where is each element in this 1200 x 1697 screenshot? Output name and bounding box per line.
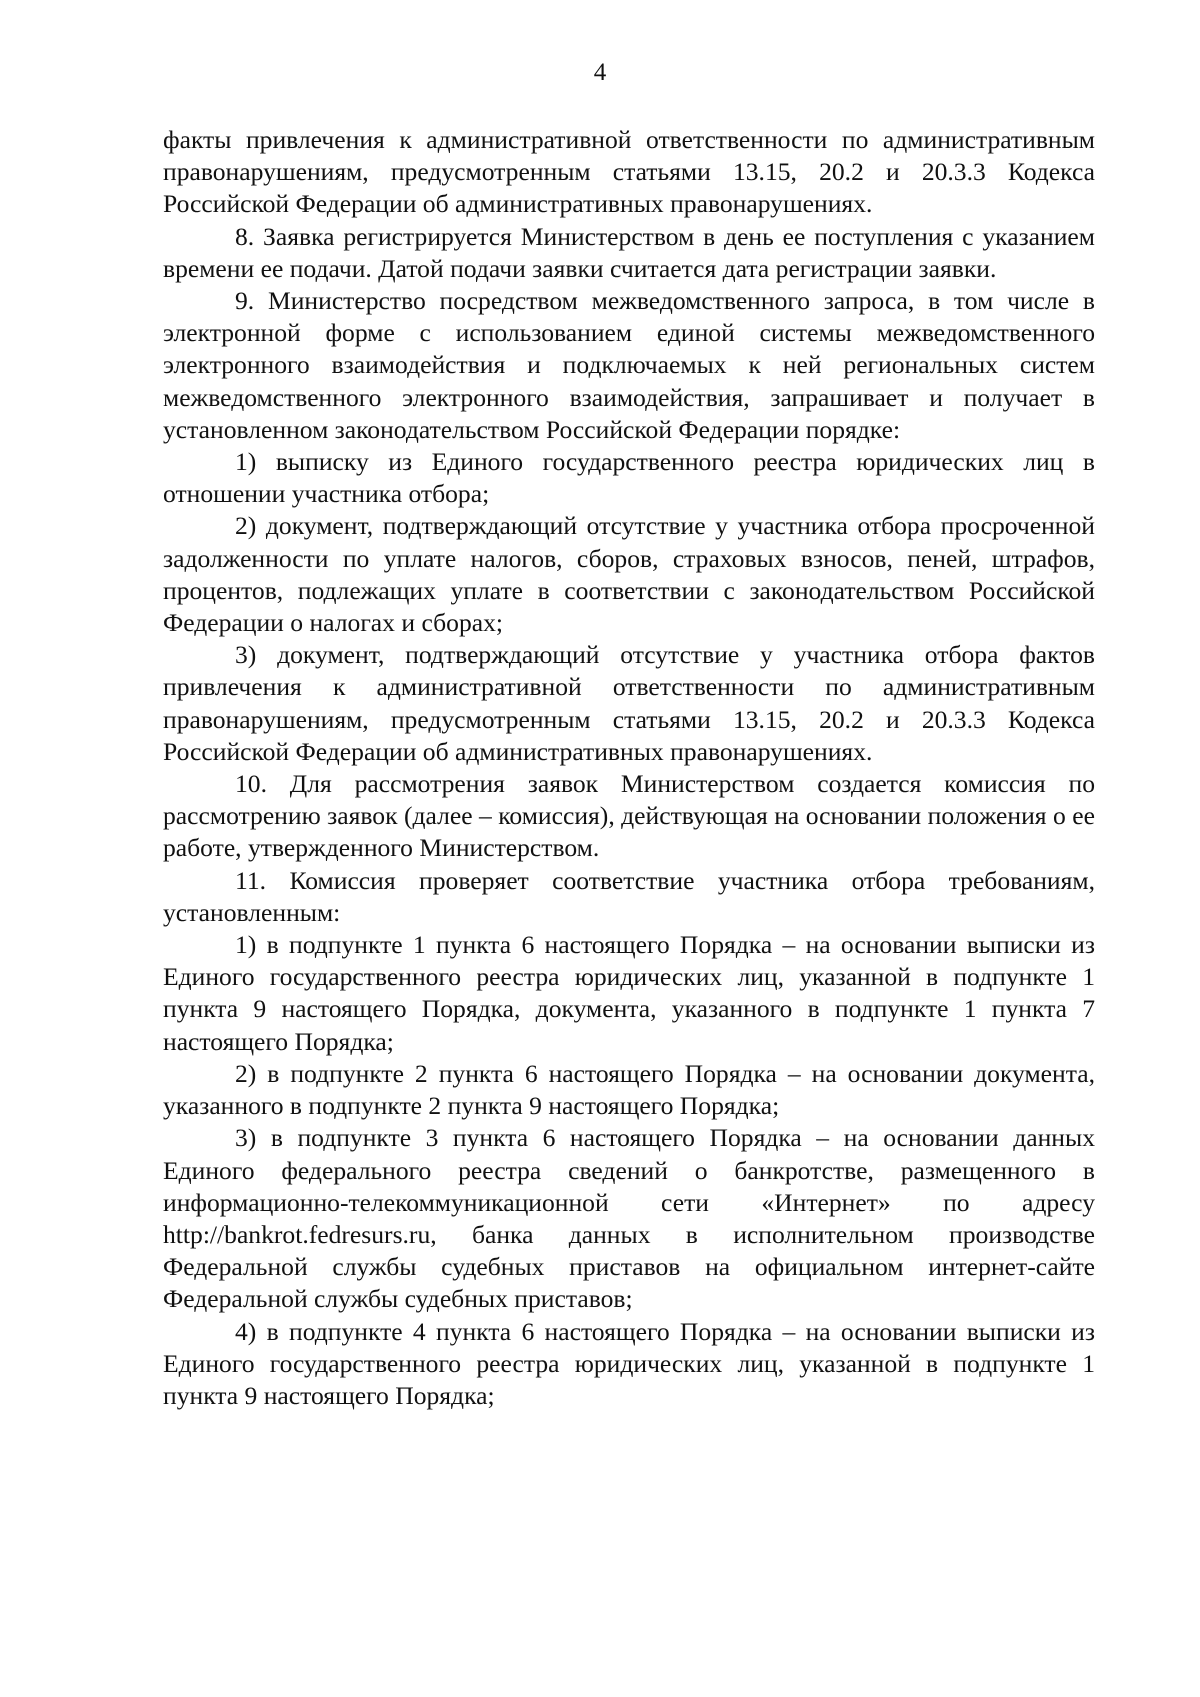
list-item-9-2: 2) документ, подтверждающий отсутствие у участника отбора просроченной задолженности по уплате налогов, сборов, страховых взносов, пеней, штрафов, процентов, подлежащих уплате в соответствии с законодательством Российской Федерации о налогах и сборах; — [163, 511, 1095, 638]
paragraph-8-application-registration: 8. Заявка регистрируется Министерством в день ее поступления с указанием времени ее подачи. Датой подачи заявки считается дата регистрации заявки. — [163, 221, 1095, 283]
list-item-11-1: 1) в подпункте 1 пункта 6 настоящего Порядка – на основании выписки из Единого государственного реестра юридических лиц, указанной в подпункте 1 пункта 9 настоящего Порядка, документа, указанного в подпункте 1 пункта 7 настоящего Порядка; — [163, 930, 1095, 1056]
paragraph-11-compliance-check: 11. Комиссия проверяет соответствие участника отбора требованиям, установленным: — [163, 865, 1095, 927]
paragraph-9-interagency-request: 9. Министерство посредством межведомственного запроса, в том числе в электронной форме с использованием единой системы межведомственного электронного взаимодействия и подключаемых к ней региональных систем межведомственного электронного взаимодействия, запрашивает и получает в установленном законодательством Российской Федерации порядке: — [163, 286, 1095, 444]
document-body — [163, 124, 1095, 1412]
paragraph-10-commission: 10. Для рассмотрения заявок Министерством создается комиссия по рассмотрению заявок (далее – комиссия), действующая на основании положения о ее работе, утвержденного Министерством. — [163, 769, 1095, 863]
paragraph-continuation: факты привлечения к административной ответственности по административным правонарушениям, предусмотренным статьями 13.15, 20.2 и 20.3.3 Кодекса Российской Федерации об административных правонарушениях. — [163, 125, 1095, 219]
list-item-11-3: 3) в подпункте 3 пункта 6 настоящего Порядка – на основании данных Единого федерального реестра сведений о банкротстве, размещенного в информационно-телекоммуникационной сети «Интернет» по адресу http://bankrot.fedresurs.ru, банка данных в исполнительном производстве Федеральной службы судебных приставов на официальном интернет-сайте Федеральной службы судебных приставов; — [163, 1123, 1095, 1314]
page-number: 4 — [593, 59, 607, 86]
list-item-9-3: 3) документ, подтверждающий отсутствие у участника отбора фактов привлечения к административной ответственности по административным правонарушениям, предусмотренным статьями 13.15, 20.2 и 20.3.3 Кодекса Российской Федерации об административных правонарушениях. — [163, 640, 1095, 766]
list-item-11-4: 4) в подпункте 4 пункта 6 настоящего Порядка – на основании выписки из Единого государственного реестра юридических лиц, указанной в подпункте 1 пункта 9 настоящего Порядка; — [163, 1316, 1095, 1410]
list-item-11-2: 2) в подпункте 2 пункта 6 настоящего Порядка – на основании документа, указанного в подпункте 2 пункта 9 настоящего Порядка; — [163, 1058, 1095, 1121]
list-item-9-1: 1) выписку из Единого государственного реестра юридических лиц в отношении участника отбора; — [163, 447, 1095, 509]
